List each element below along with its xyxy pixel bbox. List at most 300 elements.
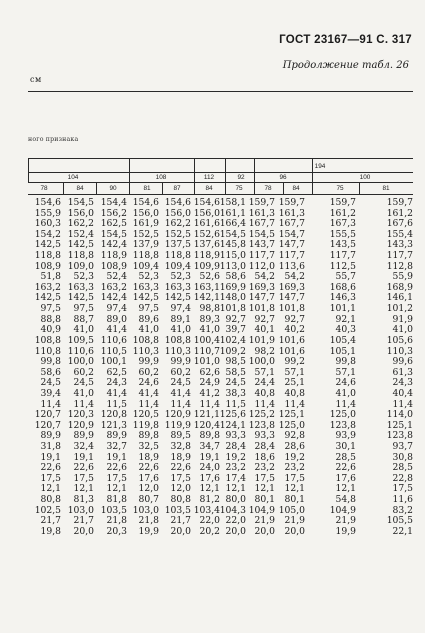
table-cell: 105,0 <box>278 504 305 516</box>
table-cell: 113,0 <box>219 260 246 272</box>
table-cell: 81,2 <box>199 494 220 506</box>
table-cell: 41,0 <box>392 324 413 336</box>
table-cell: 155,9 <box>34 207 61 219</box>
column-divider <box>96 182 97 194</box>
table-cell: 19,9 <box>335 525 356 537</box>
table-cell: 20,0 <box>225 525 246 537</box>
table-cell: 22,6 <box>106 462 127 474</box>
table-cell: 19,1 <box>199 451 220 463</box>
table-cell: 101,8 <box>248 303 275 315</box>
table-cell: 17,6 <box>138 472 159 484</box>
table-cell: 58,5 <box>225 366 246 378</box>
table-cell: 154,5 <box>67 197 94 208</box>
table-cell: 52,6 <box>199 271 220 283</box>
table-cell: 109,2 <box>219 345 246 357</box>
header-rule-3 <box>28 182 413 183</box>
table-cell: 17,6 <box>199 472 220 484</box>
table-cell: 154,5 <box>100 228 127 240</box>
table-cell: 40,4 <box>392 387 413 399</box>
table-cell: 92,1 <box>335 313 356 325</box>
group-header: 96 <box>279 174 287 181</box>
table-cell: 40,1 <box>254 324 275 336</box>
table-continuation-note: Продолжение табл. 26 <box>282 60 409 71</box>
table-cell: 159,7 <box>248 197 275 208</box>
table-cell: 24,4 <box>254 377 275 389</box>
header-bottom-rule <box>28 194 413 195</box>
table-cell: 89,5 <box>170 430 191 442</box>
sub-header: 78 <box>264 185 272 192</box>
table-cell: 120,9 <box>67 419 94 431</box>
table-cell: 123,8 <box>386 430 413 442</box>
group-header: 112 <box>203 174 215 181</box>
table-cell: 89,6 <box>138 313 159 325</box>
table-cell: 41,4 <box>138 387 159 399</box>
table-cell: 52,3 <box>73 271 94 283</box>
table-cell: 32,4 <box>73 441 94 453</box>
table-cell: 92,7 <box>254 313 275 325</box>
column-divider <box>254 182 255 194</box>
table-cell: 40,8 <box>254 387 275 399</box>
table-cell: 102,4 <box>219 334 246 346</box>
sub-header: 84 <box>292 185 300 192</box>
table-cell: 28,4 <box>225 441 246 453</box>
table-cell: 159,7 <box>278 197 305 208</box>
table-cell: 98,5 <box>225 356 246 368</box>
table-cell: 55,9 <box>392 271 413 283</box>
table-cell: 156,0 <box>164 207 191 219</box>
table-cell: 101,8 <box>278 303 305 315</box>
table-cell: 109,9 <box>193 260 220 272</box>
table-cell: 17,6 <box>335 472 356 484</box>
table-cell: 154,5 <box>248 228 275 240</box>
table-cell: 110,8 <box>34 345 61 357</box>
table-cell: 162,2 <box>164 218 191 230</box>
table-cell: 159,7 <box>386 197 413 208</box>
table-cell: 11,4 <box>284 398 305 410</box>
table-cell: 19,2 <box>284 451 305 463</box>
table-cell: 54,2 <box>284 271 305 283</box>
table-cell: 100,4 <box>193 334 220 346</box>
table-cell: 60,2 <box>73 366 94 378</box>
table-cell: 17,4 <box>225 472 246 484</box>
table-cell: 52,4 <box>106 271 127 283</box>
table-cell: 163,1 <box>193 281 220 293</box>
table-cell: 104,9 <box>329 504 356 516</box>
header-divider <box>194 158 195 182</box>
table-cell: 62,5 <box>106 366 127 378</box>
table-cell: 52,3 <box>170 271 191 283</box>
table-cell: 11,4 <box>138 398 159 410</box>
table-cell: 57,1 <box>284 366 305 378</box>
table-cell: 97,5 <box>138 303 159 315</box>
table-cell: 22,6 <box>73 462 94 474</box>
table-cell: 143,7 <box>248 239 275 251</box>
table-cell: 40,3 <box>335 324 356 336</box>
table-cell: 24,9 <box>199 377 220 389</box>
table-cell: 154,7 <box>278 228 305 240</box>
table-cell: 23,2 <box>254 462 275 474</box>
table-cell: 154,6 <box>34 197 61 208</box>
table-cell: 161,9 <box>132 218 159 230</box>
table-cell: 154,6 <box>164 197 191 208</box>
table-cell: 92,7 <box>225 313 246 325</box>
table-cell: 125,1 <box>278 409 305 421</box>
table-cell: 160,3 <box>34 218 61 230</box>
table-cell: 39,7 <box>225 324 246 336</box>
group-header: 92 <box>237 174 245 181</box>
table-cell: 143,5 <box>329 239 356 251</box>
table-cell: 41,4 <box>106 387 127 399</box>
table-cell: 23,2 <box>284 462 305 474</box>
table-cell: 41,0 <box>335 387 356 399</box>
table-cell: 51,8 <box>40 271 61 283</box>
table-cell: 52,3 <box>138 271 159 283</box>
table-cell: 112,5 <box>329 260 356 272</box>
table-column <box>28 198 413 538</box>
table-cell: 97,5 <box>40 303 61 315</box>
table-cell: 99,9 <box>138 356 159 368</box>
table-cell: 91,9 <box>392 313 413 325</box>
table-cell: 119,9 <box>164 419 191 431</box>
table-cell: 61,3 <box>392 366 413 378</box>
column-divider <box>283 182 284 194</box>
table-cell: 118,8 <box>67 250 94 262</box>
header-rule-1 <box>28 158 413 159</box>
table-cell: 103,4 <box>193 504 220 516</box>
table-cell: 12,0 <box>138 483 159 495</box>
table-cell: 18,9 <box>170 451 191 463</box>
table-cell: 103,5 <box>100 504 127 516</box>
table-cell: 12,1 <box>73 483 94 495</box>
table-cell: 17,5 <box>254 472 275 484</box>
table-cell: 99,8 <box>40 356 61 368</box>
table-cell: 117,7 <box>278 250 305 262</box>
table-cell: 163,3 <box>164 281 191 293</box>
table-cell: 104,9 <box>248 504 275 516</box>
table-cell: 41,0 <box>73 387 94 399</box>
table-cell: 100,0 <box>67 356 94 368</box>
table-cell: 142,4 <box>100 292 127 304</box>
table-cell: 101,6 <box>278 334 305 346</box>
table-cell: 17,5 <box>284 472 305 484</box>
table-cell: 41,4 <box>106 324 127 336</box>
table-cell: 28,4 <box>254 441 275 453</box>
table-cell: 156,0 <box>193 207 220 219</box>
table-cell: 105,4 <box>329 334 356 346</box>
table-cell: 19,9 <box>138 525 159 537</box>
table-cell: 154,6 <box>132 197 159 208</box>
table-cell: 21,9 <box>335 515 356 527</box>
table-cell: 89,9 <box>40 430 61 442</box>
header-divider <box>28 158 29 182</box>
table-cell: 22,0 <box>199 515 220 527</box>
table-cell: 57,1 <box>254 366 275 378</box>
table-cell: 148,0 <box>219 292 246 304</box>
table-cell: 137,5 <box>164 239 191 251</box>
table-cell: 11,4 <box>40 398 61 410</box>
table-cell: 54,8 <box>335 494 356 506</box>
sub-header: 84 <box>76 185 84 192</box>
table-cell: 142,1 <box>193 292 220 304</box>
table-cell: 99,2 <box>284 356 305 368</box>
table-cell: 124,1 <box>219 419 246 431</box>
table-cell: 62,6 <box>199 366 220 378</box>
table-cell: 12,1 <box>106 483 127 495</box>
column-divider <box>225 182 226 194</box>
table-cell: 38,3 <box>225 387 246 399</box>
table-cell: 22,6 <box>40 462 61 474</box>
table-cell: 118,8 <box>34 250 61 262</box>
table-cell: 100,0 <box>248 356 275 368</box>
table-cell: 31,8 <box>40 441 61 453</box>
table-cell: 17,5 <box>106 472 127 484</box>
table-cell: 161,3 <box>278 207 305 219</box>
table-cell: 118,9 <box>193 250 220 262</box>
table-cell: 97,4 <box>106 303 127 315</box>
table-cell: 17,5 <box>392 483 413 495</box>
table-cell: 11,4 <box>170 398 191 410</box>
table-cell: 158,1 <box>219 197 246 208</box>
header-divider <box>225 172 226 182</box>
table-cell: 39,4 <box>40 387 61 399</box>
table-cell: 105,1 <box>329 345 356 357</box>
table-cell: 166,4 <box>219 218 246 230</box>
table-cell: 18,9 <box>138 451 159 463</box>
table-cell: 58,6 <box>40 366 61 378</box>
table-cell: 24,6 <box>335 377 356 389</box>
table-cell: 137,9 <box>132 239 159 251</box>
table-cell: 55,7 <box>335 271 356 283</box>
table-cell: 147,7 <box>278 292 305 304</box>
group-header: 108 <box>155 174 167 181</box>
table-cell: 93,3 <box>225 430 246 442</box>
table-cell: 93,7 <box>392 441 413 453</box>
table-cell: 142,5 <box>34 292 61 304</box>
table-cell: 41,4 <box>170 387 191 399</box>
table-cell: 19,8 <box>40 525 61 537</box>
table-cell: 169,3 <box>248 281 275 293</box>
sub-header: 78 <box>40 185 48 192</box>
table-cell: 11,4 <box>254 398 275 410</box>
table-cell: 118,9 <box>100 250 127 262</box>
table-cell: 22,0 <box>225 515 246 527</box>
table-cell: 89,3 <box>199 313 220 325</box>
table-cell: 98,8 <box>199 303 220 315</box>
table-cell: 110,3 <box>164 345 191 357</box>
table-cell: 80,0 <box>225 494 246 506</box>
table-cell: 99,9 <box>170 356 191 368</box>
table-cell: 121,3 <box>100 419 127 431</box>
table-cell: 101,0 <box>193 356 220 368</box>
table-cell: 11,4 <box>73 398 94 410</box>
table-cell: 142,5 <box>67 292 94 304</box>
table-cell: 112,8 <box>386 260 413 272</box>
table-cell: 19,1 <box>40 451 61 463</box>
table-cell: 125,6 <box>219 409 246 421</box>
table-cell: 123,8 <box>248 419 275 431</box>
table-cell: 108,8 <box>132 334 159 346</box>
unit-label: см <box>30 75 42 84</box>
table-cell: 97,5 <box>73 303 94 315</box>
column-divider <box>129 182 130 194</box>
table-cell: 161,6 <box>193 218 220 230</box>
column-divider <box>359 182 360 194</box>
table-cell: 104,3 <box>219 504 246 516</box>
table-cell: 115,0 <box>219 250 246 262</box>
table-cell: 120,3 <box>67 409 94 421</box>
table-cell: 146,1 <box>386 292 413 304</box>
table-cell: 154,6 <box>193 197 220 208</box>
table-cell: 22,6 <box>335 462 356 474</box>
table-cell: 109,5 <box>67 334 94 346</box>
table-cell: 22,1 <box>392 525 413 537</box>
table-cell: 101,9 <box>248 334 275 346</box>
table-cell: 137,6 <box>193 239 220 251</box>
table-cell: 152,5 <box>132 228 159 240</box>
table-cell: 17,5 <box>170 472 191 484</box>
header-divider <box>254 158 255 182</box>
table-cell: 41,0 <box>199 324 220 336</box>
table-cell: 125,2 <box>248 409 275 421</box>
table-cell: 103,0 <box>67 504 94 516</box>
table-cell: 89,8 <box>138 430 159 442</box>
table-cell: 155,5 <box>329 228 356 240</box>
table-cell: 146,3 <box>329 292 356 304</box>
table-cell: 34,7 <box>199 441 220 453</box>
table-cell: 163,3 <box>132 281 159 293</box>
table-cell: 92,8 <box>284 430 305 442</box>
header-rule-2 <box>28 172 413 173</box>
table-cell: 24,5 <box>225 377 246 389</box>
table-cell: 21,7 <box>73 515 94 527</box>
sub-header: 81 <box>143 185 151 192</box>
table-cell: 120,5 <box>132 409 159 421</box>
table-cell: 110,6 <box>100 334 127 346</box>
table-cell: 21,8 <box>138 515 159 527</box>
table-cell: 80,7 <box>138 494 159 506</box>
table-cell: 22,6 <box>170 462 191 474</box>
table-cell: 40,8 <box>284 387 305 399</box>
table-cell: 40,2 <box>284 324 305 336</box>
table-cell: 163,2 <box>100 281 127 293</box>
table-cell: 114,0 <box>386 409 413 421</box>
table-cell: 30,8 <box>392 451 413 463</box>
table-cell: 169,3 <box>278 281 305 293</box>
table-cell: 108,8 <box>34 334 61 346</box>
sub-header: 87 <box>173 185 181 192</box>
table-cell: 11,4 <box>335 398 356 410</box>
table-cell: 21,8 <box>106 515 127 527</box>
table-cell: 155,4 <box>386 228 413 240</box>
table-cell: 110,7 <box>193 345 220 357</box>
table-cell: 101,6 <box>278 345 305 357</box>
table-cell: 154,4 <box>100 197 127 208</box>
table-cell: 161,1 <box>219 207 246 219</box>
table-cell: 12,1 <box>199 483 220 495</box>
table-cell: 113,6 <box>278 260 305 272</box>
table-cell: 80,1 <box>254 494 275 506</box>
table-cell: 142,5 <box>67 239 94 251</box>
table-cell: 169,9 <box>219 281 246 293</box>
table-cell: 89,8 <box>199 430 220 442</box>
table-cell: 58,6 <box>225 271 246 283</box>
table-cell: 120,8 <box>100 409 127 421</box>
table-cell: 28,5 <box>392 462 413 474</box>
table-cell: 24,6 <box>138 377 159 389</box>
header-divider <box>312 158 313 182</box>
table-cell: 21,9 <box>254 515 275 527</box>
table-cell: 60,2 <box>138 366 159 378</box>
table-cell: 93,3 <box>254 430 275 442</box>
table-cell: 32,7 <box>106 441 127 453</box>
table-cell: 60,2 <box>170 366 191 378</box>
table-cell: 12,1 <box>284 483 305 495</box>
table-cell: 154,5 <box>219 228 246 240</box>
table-cell: 108,9 <box>100 260 127 272</box>
table-cell: 142,4 <box>100 239 127 251</box>
table-cell: 154,2 <box>34 228 61 240</box>
table-cell: 20,3 <box>106 525 127 537</box>
table-cell: 112,0 <box>248 260 275 272</box>
table-cell: 120,7 <box>34 409 61 421</box>
sub-header: 81 <box>382 185 390 192</box>
table-cell: 103,5 <box>164 504 191 516</box>
table-cell: 99,6 <box>392 356 413 368</box>
table-cell: 80,8 <box>170 494 191 506</box>
header-divider <box>129 158 130 182</box>
table-cell: 110,3 <box>132 345 159 357</box>
table-cell: 19,1 <box>106 451 127 463</box>
table-cell: 167,7 <box>278 218 305 230</box>
table-cell: 19,2 <box>225 451 246 463</box>
table-cell: 30,1 <box>335 441 356 453</box>
table-cell: 117,7 <box>386 250 413 262</box>
table-cell: 21,9 <box>284 515 305 527</box>
table-cell: 103,0 <box>132 504 159 516</box>
table-cell: 152,6 <box>193 228 220 240</box>
table-cell: 120,9 <box>164 409 191 421</box>
table-cell: 24,3 <box>392 377 413 389</box>
table-cell: 57,1 <box>335 366 356 378</box>
table-cell: 159,7 <box>329 197 356 208</box>
table-cell: 24,5 <box>170 377 191 389</box>
column-divider <box>194 182 195 194</box>
table-cell: 21,7 <box>170 515 191 527</box>
table-cell: 156,0 <box>132 207 159 219</box>
table-cell: 167,6 <box>386 218 413 230</box>
table-cell: 28,5 <box>335 451 356 463</box>
table-cell: 89,9 <box>73 430 94 442</box>
table-cell: 100,1 <box>100 356 127 368</box>
table-cell: 89,1 <box>170 313 191 325</box>
table-cell: 92,7 <box>284 313 305 325</box>
table-cell: 125,0 <box>278 419 305 431</box>
table-cell: 25,1 <box>284 377 305 389</box>
group-header: 104 <box>67 174 79 181</box>
table-cell: 89,0 <box>106 313 127 325</box>
table-cell: 142,5 <box>132 292 159 304</box>
table-cell: 41,0 <box>138 324 159 336</box>
table-cell: 83,2 <box>392 504 413 516</box>
table-cell: 101,8 <box>219 303 246 315</box>
table-cell: 20,0 <box>73 525 94 537</box>
table-cell: 18,6 <box>254 451 275 463</box>
table-cell: 32,5 <box>138 441 159 453</box>
table-cell: 125,1 <box>386 419 413 431</box>
group-header-194: 194 <box>314 163 326 170</box>
table-cell: 20,0 <box>284 525 305 537</box>
table-cell: 108,8 <box>164 334 191 346</box>
